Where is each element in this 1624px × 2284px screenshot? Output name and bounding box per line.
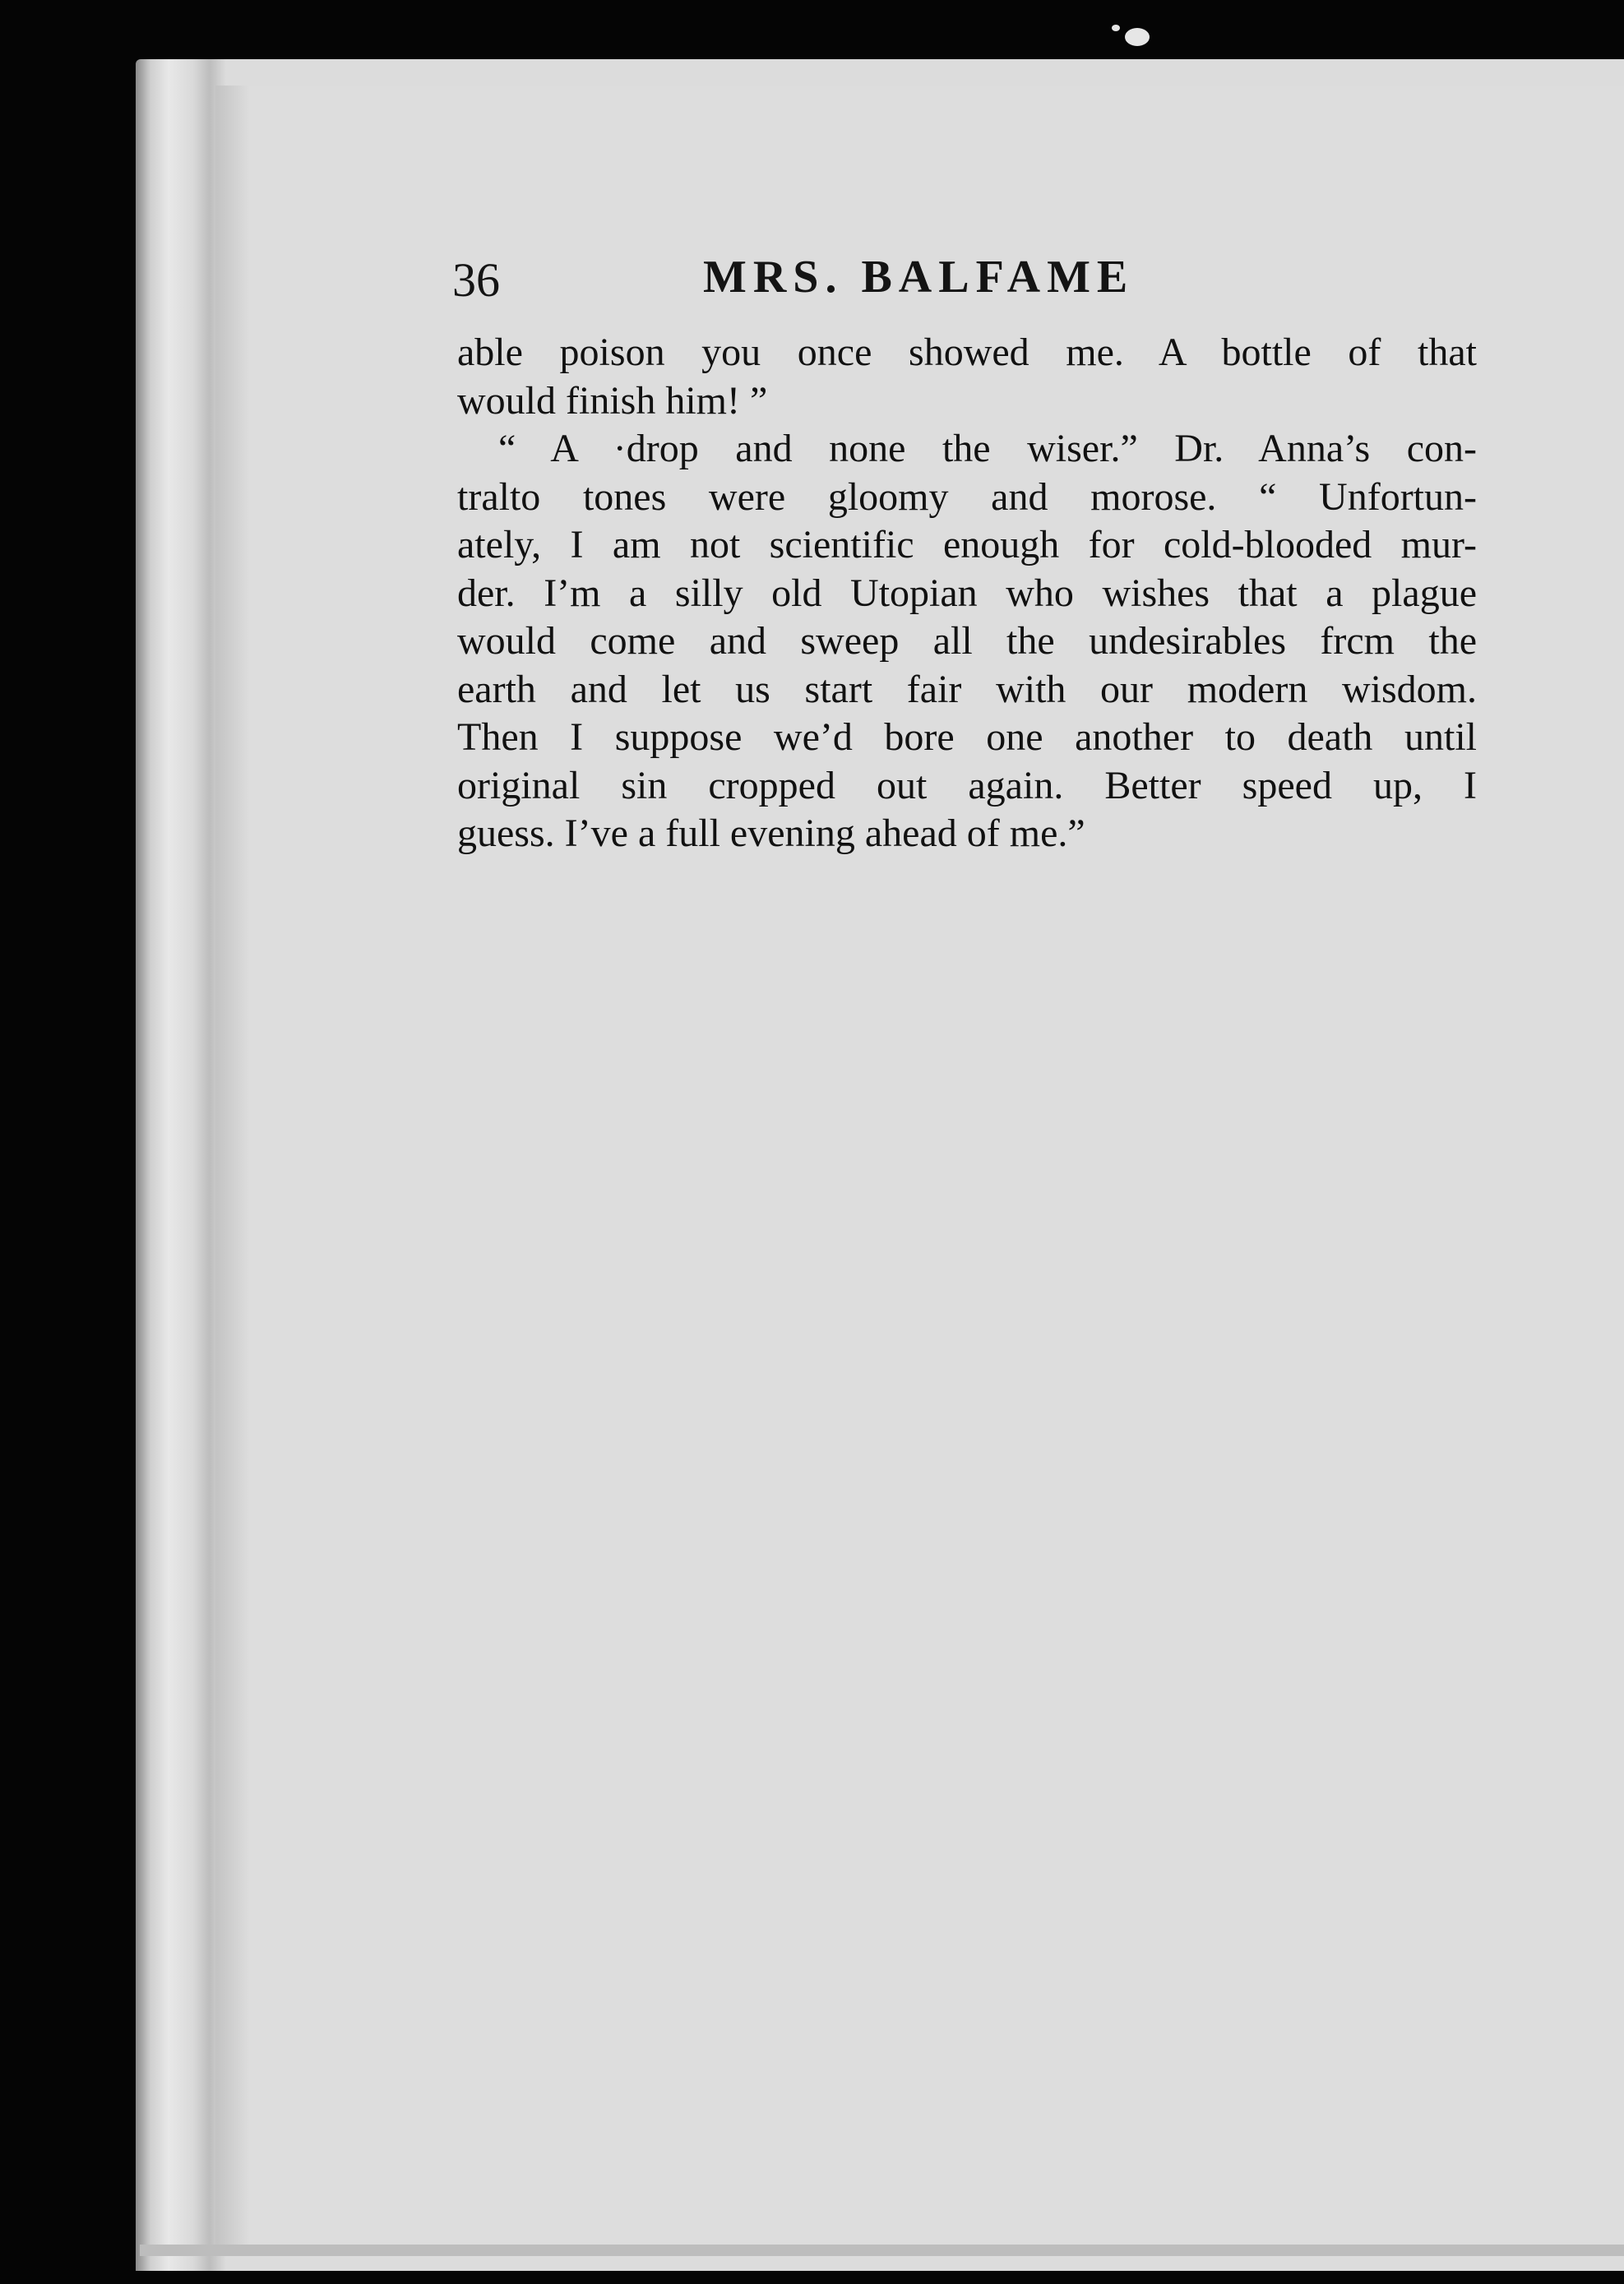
text-line: earth and let us start fair with our modern wisdom. [457,667,1477,711]
scan-speck [1112,25,1120,31]
text-line: tralto tones were gloomy and morose. “ Unfortun- [457,474,1477,519]
text-line: “ A ·drop and none the wiser.” Dr. Anna’s con- [498,427,1477,470]
text-line: able poison you once showed me. A bottle of that [457,331,1477,374]
text-line: guess. I’ve a full evening ahead of me.” [457,811,1085,855]
text-line: der. I’m a silly old Utopian who wishes that a plague [457,571,1477,615]
running-title: MRS. BALFAME [703,252,1135,303]
scan-speck [1125,28,1150,46]
page-header [452,248,1480,314]
body-text [457,329,1477,858]
gutter-shadow [217,86,250,2256]
text-line: ately, I am not scientific enough for cold-blooded mur- [457,523,1477,566]
page-bottom-edge [140,2245,1624,2256]
text-line: would come and sweep all the undesirables frcm the [457,619,1477,663]
text-line: original sin cropped out again. Better speed up, I [457,763,1477,807]
text-line: would finish him! ” [457,378,768,423]
page-number: 36 [452,253,500,307]
text-line: Then I suppose we’d bore one another to death until [457,715,1477,759]
